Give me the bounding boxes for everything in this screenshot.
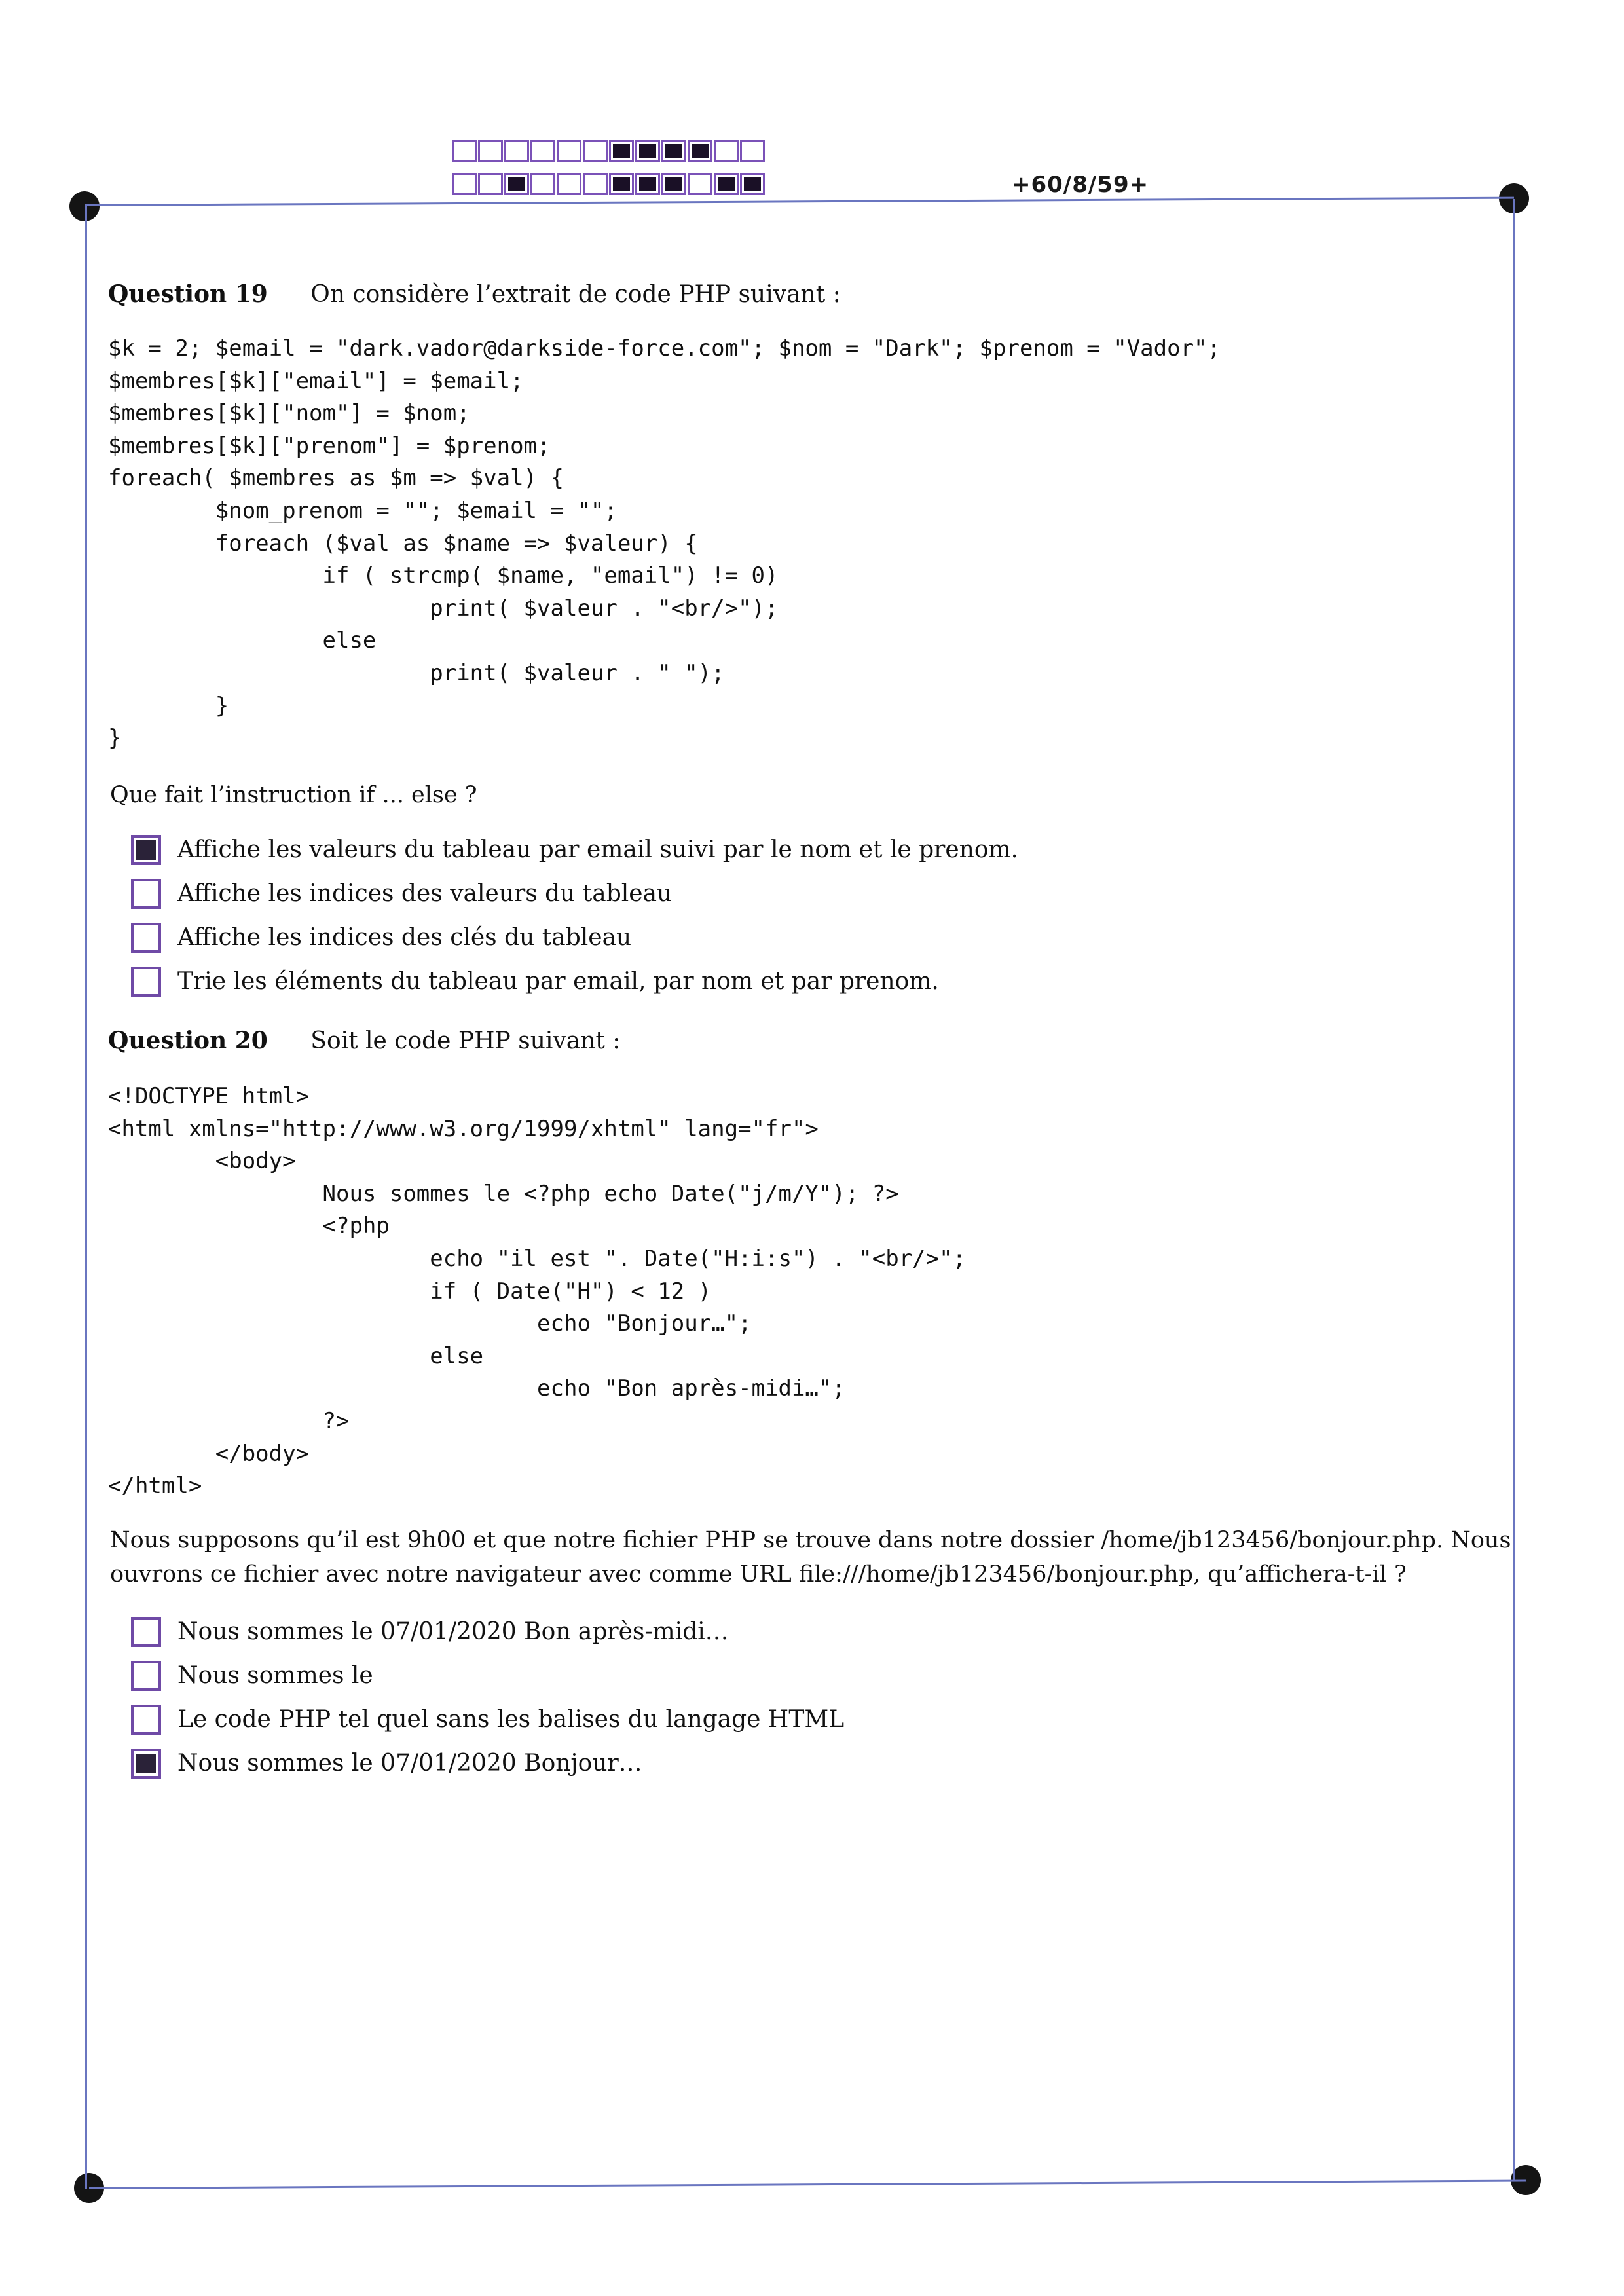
id-boxes-row-1 [452,140,766,162]
id-box [583,140,608,162]
answer-checkbox[interactable] [131,1661,161,1691]
frame-bottom-line [89,2180,1526,2189]
id-box [740,173,765,195]
id-box [478,173,503,195]
answer-option[interactable] [131,828,1018,872]
question-20-prompt: Nous supposons qu’il est 9h00 et que notre fichier PHP se trouve dans notre dossier /home/jb123456/bonjour.php. Nous ouvrons ce fichier avec notre navigateur avec comme URL file:///home/jb123456/bonjour.php, qu’affichera-t-il ? [110,1527,1511,1587]
answer-label: Nous sommes le 07/01/2020 Bonjour… [177,1750,642,1777]
answer-checkbox[interactable] [131,1749,161,1779]
frame-right-line [1513,199,1515,2181]
id-box [635,173,660,195]
id-box [714,173,739,195]
answer-label: Le code PHP tel quel sans les balises du langage HTML [177,1706,845,1733]
id-box [478,140,503,162]
answer-option[interactable] [131,1741,844,1785]
answer-label: Affiche les valeurs du tableau par email suivi par le nom et le prenom. [177,836,1019,863]
id-box [583,173,608,195]
id-box [609,140,634,162]
answer-label: Trie les éléments du tableau par email, par nom et par prenom. [177,968,939,995]
question-label: Question 20 [108,1027,268,1054]
id-box [661,173,686,195]
id-box [635,140,660,162]
id-boxes-row-2 [452,173,766,195]
id-box [504,140,529,162]
answer-label: Affiche les indices des clés du tableau [177,924,632,951]
id-box [714,140,739,162]
id-box [688,140,712,162]
question-20-answers [131,1610,844,1785]
id-box [557,173,581,195]
question-label: Question 19 [108,280,268,308]
id-box [557,140,581,162]
id-box [452,140,477,162]
question-19-prompt: Que fait l’instruction if ... else ? [110,782,477,808]
question-statement: On considère l’extrait de code PHP suivant : [310,281,841,308]
answer-label: Nous sommes le [177,1662,373,1689]
answer-checkbox[interactable] [131,967,161,997]
id-box [661,140,686,162]
id-box [452,173,477,195]
id-box [688,173,712,195]
id-box [609,173,634,195]
frame-top-line [85,197,1514,206]
answer-option[interactable] [131,916,1018,959]
answer-label: Nous sommes le 07/01/2020 Bon après-midi… [177,1618,729,1645]
frame-left-line [85,206,87,2189]
id-box [530,140,555,162]
question-20-code: <!DOCTYPE html> <html xmlns="http://www.w3.org/1999/xhtml" lang="fr"> <body> Nous sommes le <?php echo Date("j/m/Y"); ?> <?php echo "il est ". Date("H:i:s") . "<br/>"; if ( Date("H") < 12 ) echo "Bonjour…"; else echo "Bon après-midi…"; ?> </body> </html> [108,1083,967,1500]
answer-checkbox[interactable] [131,923,161,953]
question-19-code: $k = 2; $email = "dark.vador@darkside-force.com"; $nom = "Dark"; $prenom = "Vador"; $membres[$k]["email"] = $email; $membres[$k]["nom"] = $nom; $membres[$k]["prenom"] = $prenom; foreach( $membres as $m => $val) { $nom_prenom = ""; $email = ""; foreach ($val as $name => $valeur) { if ( strcmp( $name, "email") != 0) print( $valeur . "<br/>"); else print( $valeur . " "); } } [108,335,1221,752]
exam-code: +60/8/59+ [1012,172,1149,198]
answer-option[interactable] [131,1654,844,1697]
answer-option[interactable] [131,872,1018,916]
answer-option[interactable] [131,1697,844,1741]
question-19-heading [108,280,841,308]
id-box [504,173,529,195]
answer-checkbox[interactable] [131,879,161,909]
registration-mark-top-left [69,191,100,221]
id-box [530,173,555,195]
question-statement: Soit le code PHP suivant : [310,1028,621,1054]
id-box [740,140,765,162]
answer-checkbox[interactable] [131,1705,161,1735]
answer-option[interactable] [131,959,1018,1003]
answer-label: Affiche les indices des valeurs du tableau [177,880,673,907]
answer-checkbox[interactable] [131,835,161,865]
question-20-heading [108,1027,620,1054]
answer-option[interactable] [131,1610,844,1654]
question-19-answers [131,828,1018,1003]
answer-checkbox[interactable] [131,1617,161,1647]
